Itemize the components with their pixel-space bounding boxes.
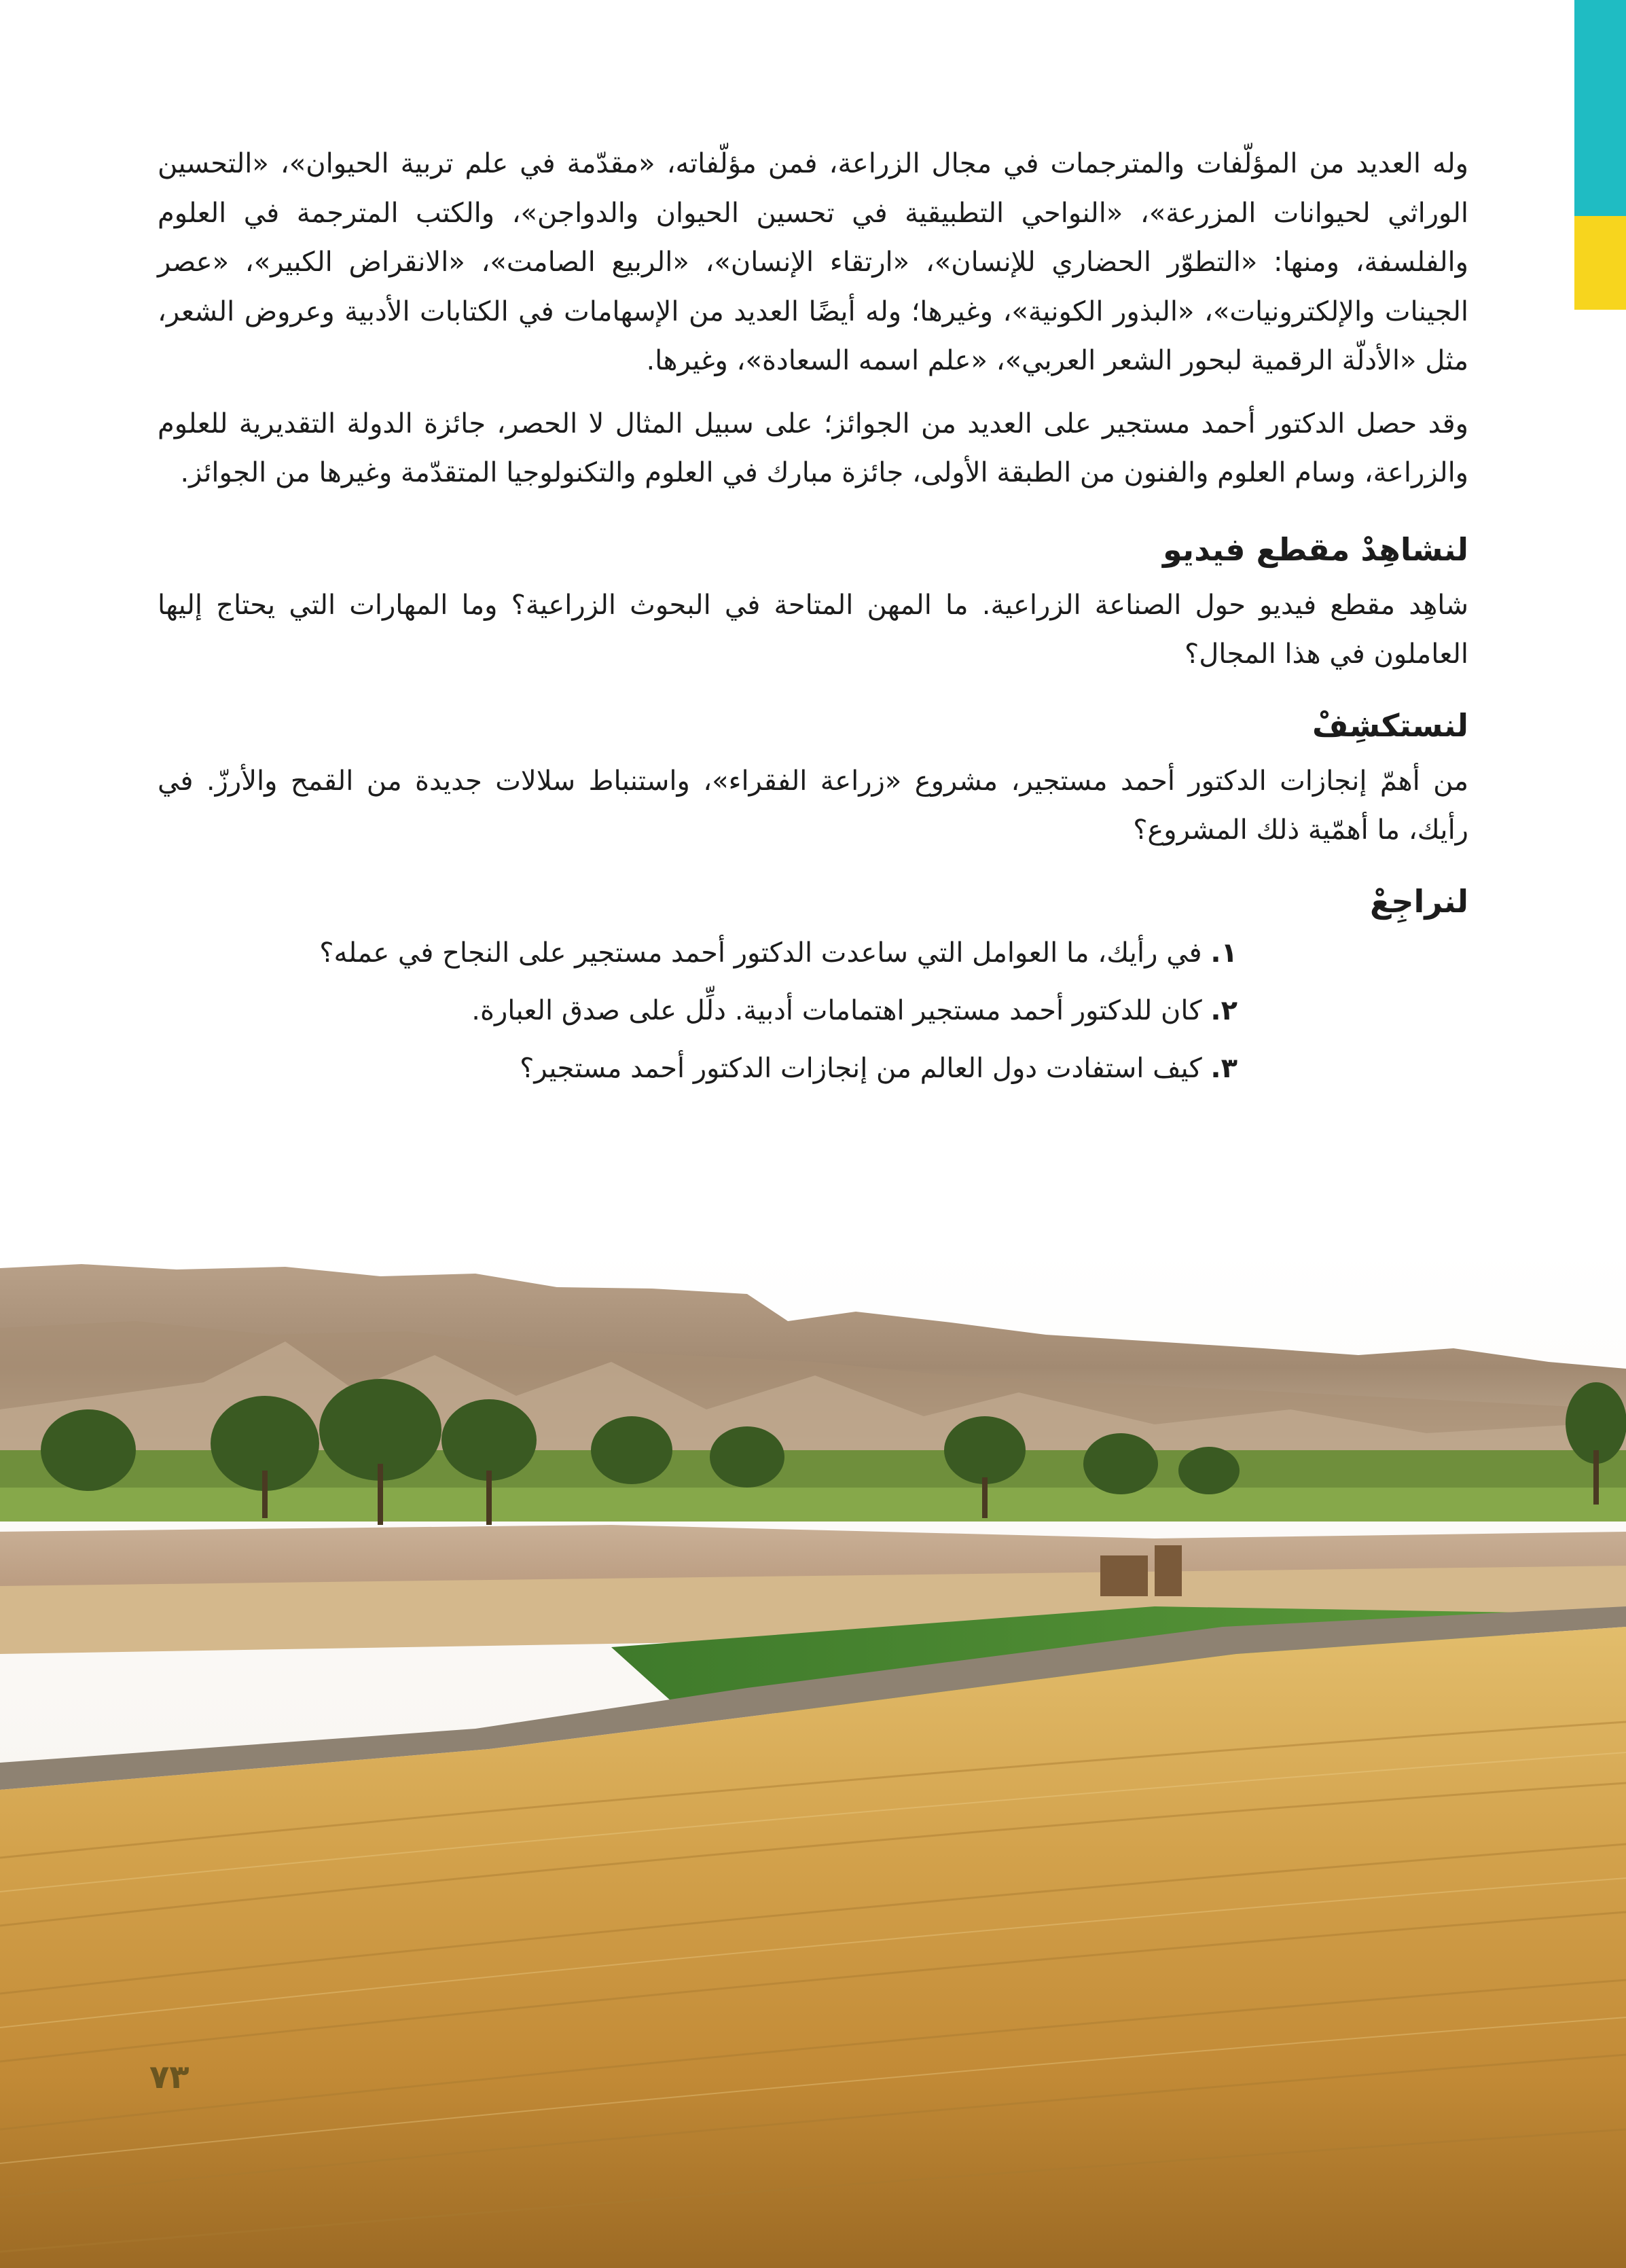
review-item-number: ٢. xyxy=(1210,994,1237,1026)
review-item-number: ١. xyxy=(1210,937,1237,969)
wheat-field-photo xyxy=(0,1246,1626,2268)
video-text: شاهِد مقطع فيديو حول الصناعة الزراعية. ما المهن المتاحة في البحوث الزراعية؟ وما المهارات التي يحتاج إليها العاملون في هذا المجال؟ xyxy=(158,589,1468,670)
review-item xyxy=(158,990,1237,1031)
explore-heading: لنستكشِفْ xyxy=(1312,706,1468,744)
edge-tab-yellow xyxy=(1574,216,1626,310)
bio-paragraph-2: وقد حصل الدكتور أحمد مستجير على العديد من الجوائز؛ على سبيل المثال لا الحصر، جائزة الدولة التقديرية للعلوم والزراعة، وسام العلوم والفنون من الطبقة الأولى، جائزة مبارك في العلوم والتكنولوجيا المتقدّمة وغيرها من الجوائز. xyxy=(158,408,1468,488)
review-item xyxy=(158,1048,1237,1089)
review-list xyxy=(158,933,1468,1089)
explore-text: من أهمّ إنجازات الدكتور أحمد مستجير، مشروع «زراعة الفقراء»، واستنباط سلالات جديدة من القمح والأرزّ. في رأيك، ما أهمّية ذلك المشروع؟ xyxy=(158,765,1468,846)
review-item-text: في رأيك، ما العوامل التي ساعدت الدكتور أحمد مستجير على النجاح في عمله؟ xyxy=(319,937,1202,969)
review-item-text: كيف استفادت دول العالم من إنجازات الدكتور أحمد مستجير؟ xyxy=(520,1052,1202,1084)
review-item-text: كان للدكتور أحمد مستجير اهتمامات أدبية. دلِّل على صدق العبارة. xyxy=(471,994,1202,1026)
landscape-illustration xyxy=(0,1246,1626,2268)
review-item xyxy=(158,933,1237,973)
review-heading: لنراجِعْ xyxy=(1369,882,1468,920)
review-item-number: ٣. xyxy=(1210,1052,1237,1084)
page-content xyxy=(158,139,1468,1106)
edge-tab-teal xyxy=(1574,0,1626,216)
page-number: ٧٣ xyxy=(149,2058,189,2096)
bio-paragraph-1: وله العديد من المؤلّفات والمترجمات في مجال الزراعة، فمن مؤلّفاته، «مقدّمة في علم تربية الحيوان»، «التحسين الوراثي لحيوانات المزرعة»، «النواحي التطبيقية في تحسين الحيوان والدواجن»، والكتب المترجمة في العلوم والفلسفة، ومنها: «التطوّر الحضاري للإنسان»، «ارتقاء الإنسان»، «الربيع الصامت»، «الانقراض الكبير»، «عصر الجينات والإلكترونيات»، «البذور الكونية»، وغيرها؛ وله أيضًا العديد من الإسهامات في الكتابات الأدبية وعروض الشعر، مثل «الأدلّة الرقمية لبحور الشعر العربي»، «علم اسمه السعادة»، وغيرها. xyxy=(158,148,1468,376)
video-heading: لنشاهِدْ مقطع فيديو xyxy=(1162,530,1468,568)
